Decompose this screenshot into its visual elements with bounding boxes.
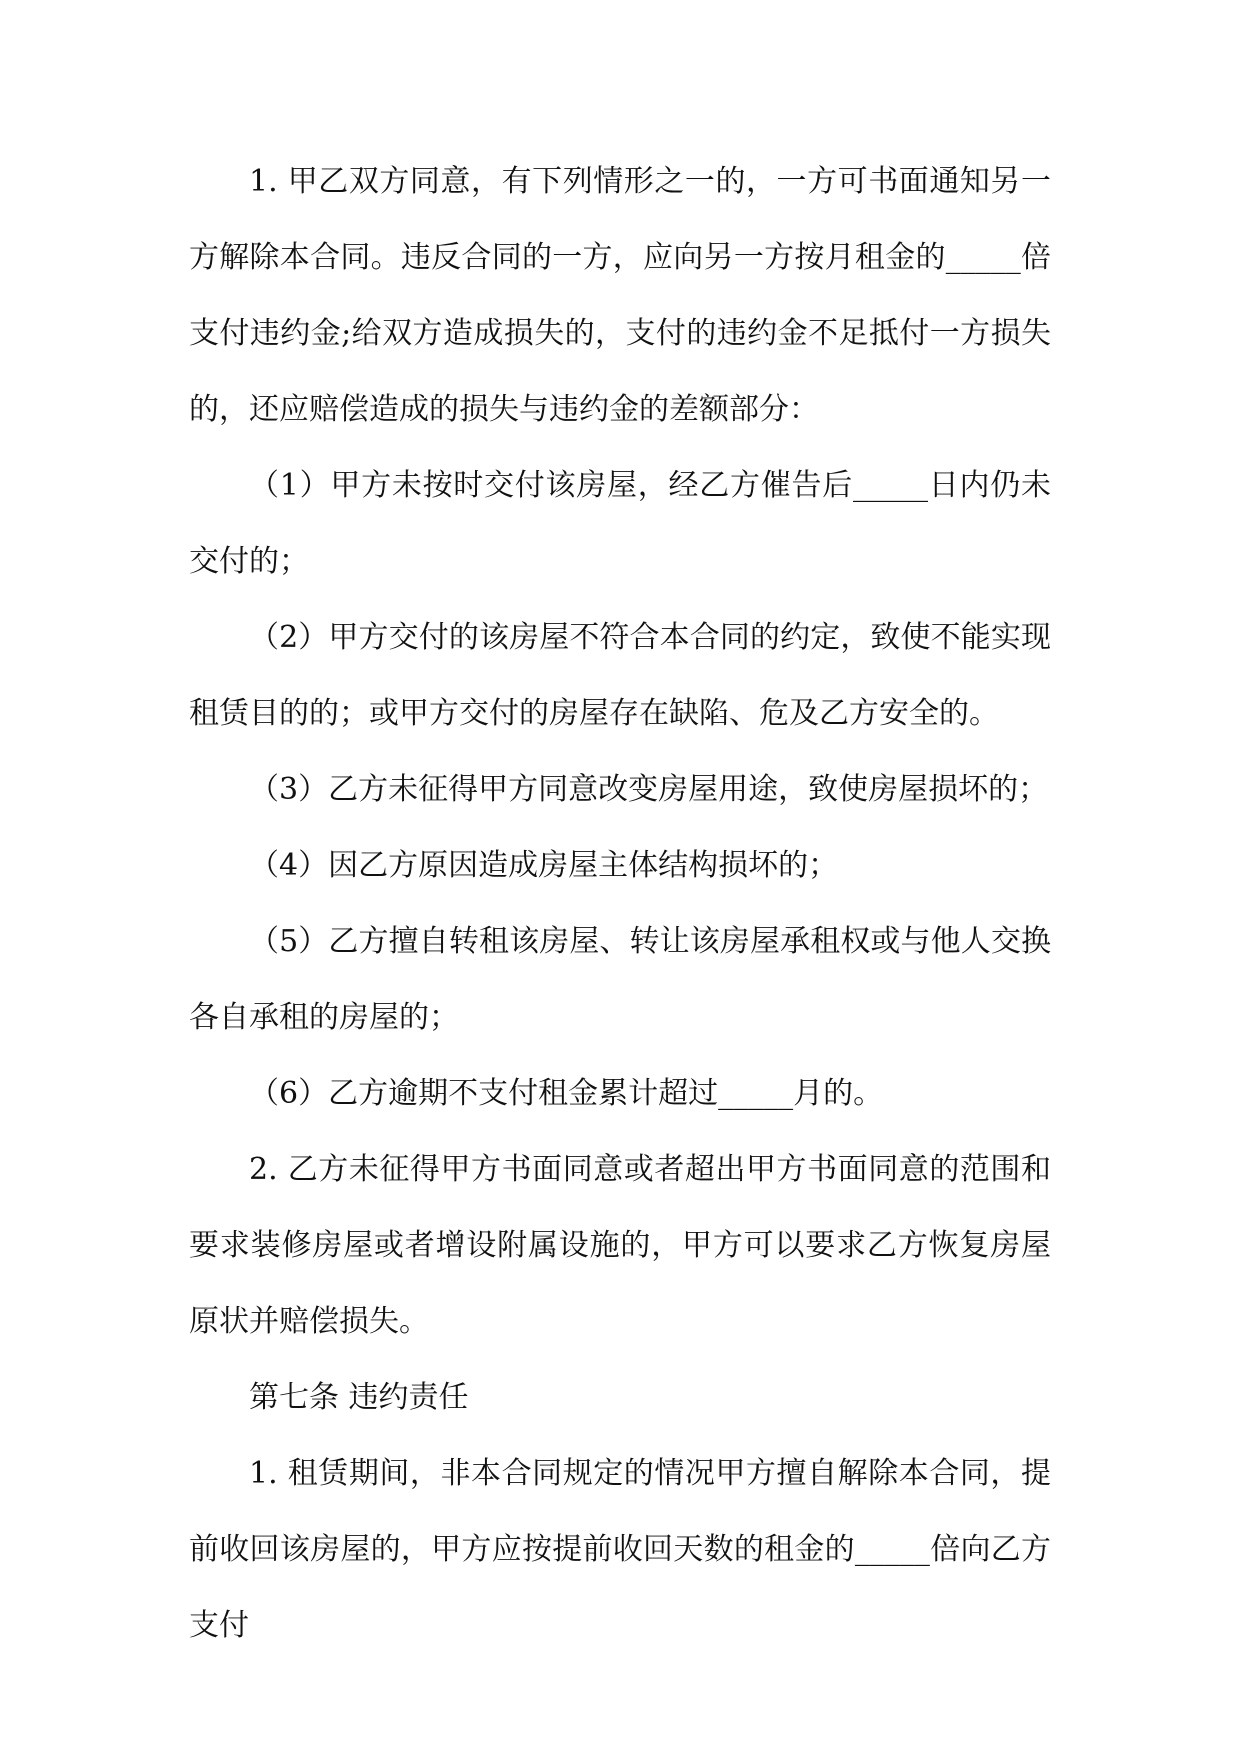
clause-paragraph: 1. 甲乙双方同意，有下列情形之一的，一方可书面通知另一方解除本合同。违反合同的一方，应向另一方按月租金的_____倍支付违约金;给双方造成损失的，支付的违约金不足抵付一方损失的，还应赔偿造成的损失与违约金的差额部分： — [189, 164, 1051, 427]
clause-item: （4）因乙方原因造成房屋主体结构损坏的； — [249, 848, 839, 883]
clause-paragraph: 1. 租赁期间，非本合同规定的情况甲方擅自解除本合同，提前收回该房屋的，甲方应按提前收回天数的租金的_____倍向乙方支付 — [189, 1456, 1051, 1643]
clause-item: （3）乙方未征得甲方同意改变房屋用途，致使房屋损坏的； — [249, 772, 1049, 807]
clause-item: （5）乙方擅自转租该房屋、转让该房屋承租权或与他人交换各自承租的房屋的； — [189, 924, 1051, 1035]
document-body — [189, 144, 1051, 1664]
clause-paragraph: 2. 乙方未征得甲方书面同意或者超出甲方书面同意的范围和要求装修房屋或者增设附属设施的，甲方可以要求乙方恢复房屋原状并赔偿损失。 — [189, 1152, 1051, 1339]
clause-item: （1）甲方未按时交付该房屋，经乙方催告后_____日内仍未交付的； — [189, 468, 1051, 579]
clause-item: （2）甲方交付的该房屋不符合本合同的约定，致使不能实现租赁目的的；或甲方交付的房屋存在缺陷、危及乙方安全的。 — [189, 620, 1051, 731]
article-heading: 第七条 违约责任 — [249, 1380, 469, 1415]
clause-item: （6）乙方逾期不支付租金累计超过_____月的。 — [249, 1076, 884, 1111]
